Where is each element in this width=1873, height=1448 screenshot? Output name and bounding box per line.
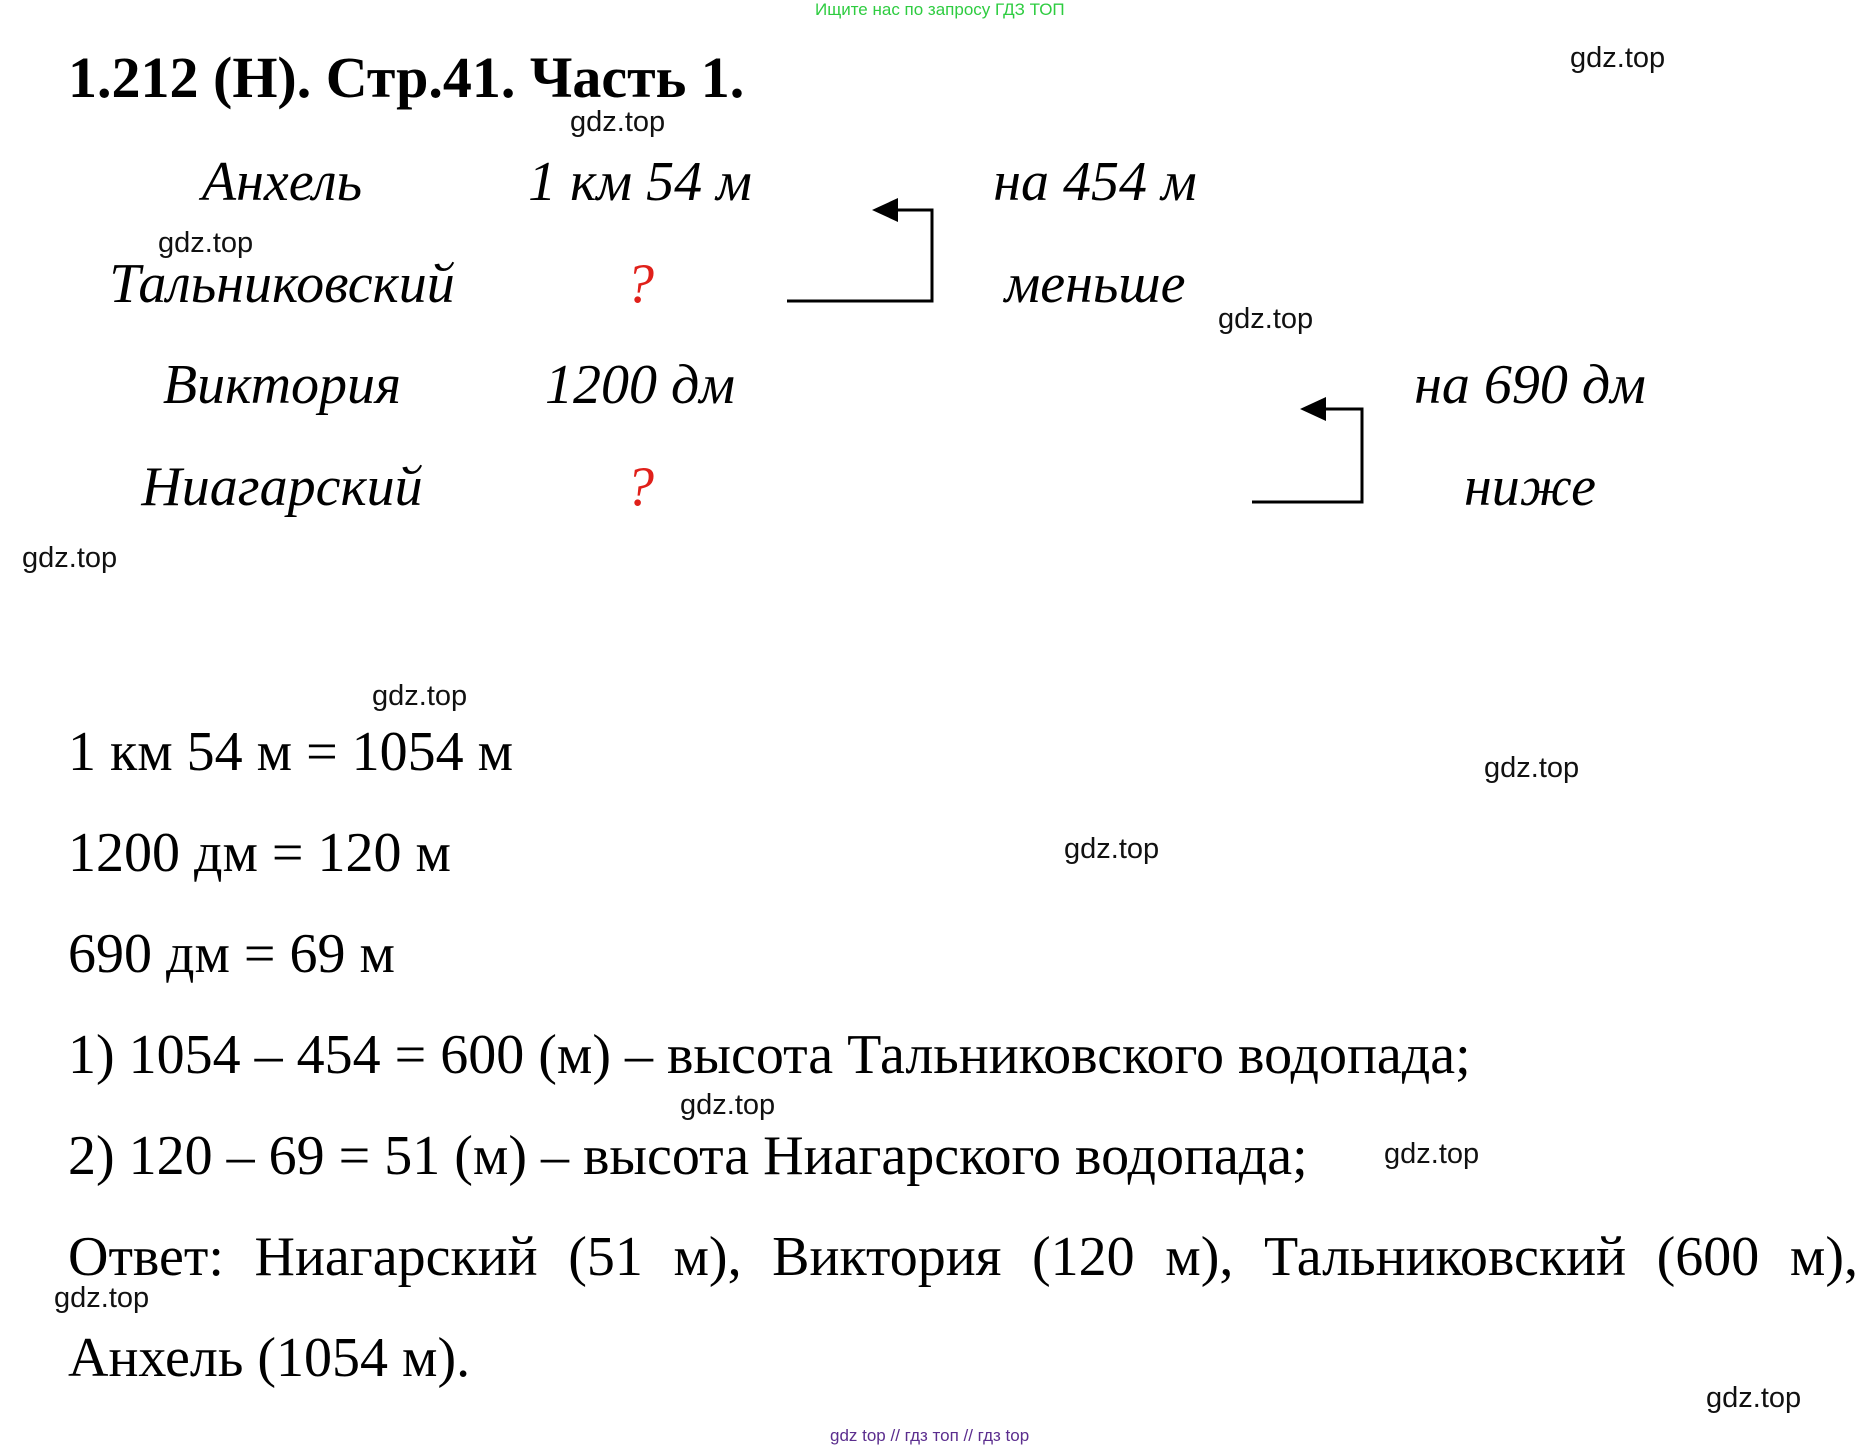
row-name-victoria: Виктория (162, 354, 402, 416)
watermark: gdz.top (1218, 303, 1314, 335)
solution-line-2: 1200 дм = 120 м (68, 822, 451, 884)
watermark: gdz.top (680, 1089, 776, 1121)
solution-line-1: 1 км 54 м = 1054 м (68, 721, 514, 783)
watermark: gdz.top (1706, 1382, 1802, 1414)
watermark: gdz.top (54, 1282, 150, 1314)
arrow-first (787, 210, 932, 301)
arrow-head-first (872, 198, 898, 222)
solution-line-5: 2) 120 – 69 = 51 (м) – высота Ниагарского водопада; (68, 1125, 1308, 1187)
row-value-victoria: 1200 дм (544, 354, 736, 416)
page-title: 1.212 (Н). Стр.41. Часть 1. (68, 45, 745, 110)
row-value-talnikovsky: ? (626, 253, 654, 315)
note-second-amount: на 690 дм (1414, 354, 1646, 416)
top-banner: Ищите нас по запросу ГДЗ ТОП (815, 0, 1065, 19)
watermark: gdz.top (158, 227, 254, 259)
row-name-talnikovsky: Тальниковский (109, 253, 455, 315)
row-name-angel: Анхель (201, 151, 363, 213)
row-name-niagara: Ниагарский (141, 456, 423, 518)
note-first-amount: на 454 м (993, 151, 1197, 213)
row-value-angel: 1 км 54 м (528, 151, 752, 213)
solution-line-3: 690 дм = 69 м (68, 923, 395, 985)
watermark: gdz.top (372, 680, 468, 712)
solution-answer-line-2: Анхель (1054 м). (68, 1327, 471, 1389)
arrow-head-second (1300, 397, 1326, 421)
solution-line-4: 1) 1054 – 454 = 600 (м) – высота Тальниковского водопада; (68, 1024, 1471, 1086)
note-second-relation: ниже (1464, 456, 1596, 518)
note-first-relation: меньше (1004, 253, 1186, 315)
watermark: gdz.top (1064, 833, 1160, 865)
watermark: gdz.top (1384, 1138, 1480, 1170)
watermark: gdz.top (1570, 42, 1666, 74)
arrow-second (1252, 409, 1362, 502)
watermark: gdz.top (570, 106, 666, 138)
watermark: gdz.top (1484, 752, 1580, 784)
solution-answer-line-1: Ответ: Ниагарский (51 м), Виктория (120 м), Тальниковский (600 м), (68, 1226, 1858, 1288)
row-value-niagara: ? (626, 456, 654, 518)
bottom-banner: gdz top // гдз топ // гдз top (830, 1426, 1030, 1445)
watermark: gdz.top (22, 542, 118, 574)
